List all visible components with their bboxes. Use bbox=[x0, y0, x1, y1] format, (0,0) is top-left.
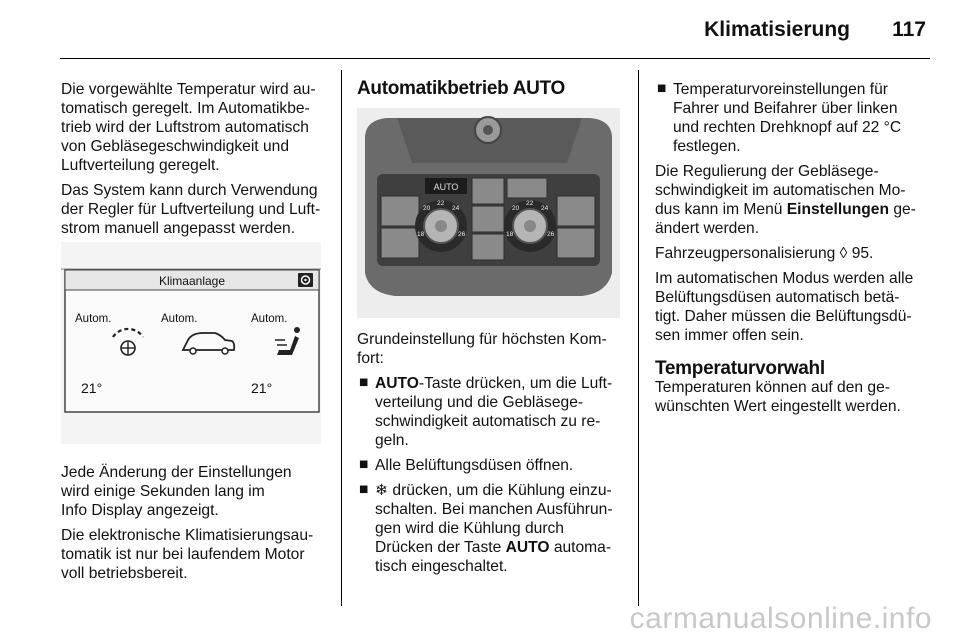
dial-number: 24 bbox=[452, 205, 460, 212]
dial-number: 24 bbox=[541, 205, 549, 212]
text-line: geln. bbox=[375, 432, 409, 449]
text-line: ändert werden. bbox=[655, 220, 760, 237]
text-line: tigt. Daher müssen die Belüftungsdü- bbox=[655, 308, 912, 325]
column-divider-left bbox=[341, 70, 342, 606]
text-fragment: -Taste drücken, um die Luft- bbox=[418, 375, 613, 392]
text-line: Fahrer und Beifahrer über linken bbox=[673, 100, 898, 117]
text-line: Temperaturen können auf den ge- bbox=[655, 379, 890, 396]
text-line bbox=[375, 481, 629, 500]
text-line: Belüftungsdüsen automatisch betä- bbox=[655, 289, 900, 306]
temperature-left: 21° bbox=[81, 380, 103, 396]
autom-label-left: Autom. bbox=[75, 313, 112, 325]
paragraph-vents-open bbox=[655, 269, 930, 345]
text-line: wird einige Sekunden lang im bbox=[61, 483, 265, 500]
text-line: gen wird die Kühlung durch bbox=[375, 520, 564, 537]
list-item-open-vents bbox=[357, 456, 629, 475]
dial-number: 26 bbox=[458, 231, 466, 238]
paragraph-engine-running bbox=[61, 526, 336, 583]
dial-number: 20 bbox=[423, 205, 431, 212]
text-line: festlegen. bbox=[673, 138, 741, 155]
text-fragment: drücken, um die Kühlung einzu- bbox=[388, 482, 612, 499]
paragraph-fan-regulation bbox=[655, 162, 930, 238]
text-line: fort: bbox=[357, 350, 384, 367]
list-item-cooling bbox=[357, 481, 629, 576]
paragraph-display-info bbox=[61, 463, 336, 520]
text-line: schwindigkeit automatisch zu re- bbox=[375, 413, 601, 430]
temperature-right: 21° bbox=[251, 380, 273, 396]
snowflake-icon: ❄ bbox=[375, 482, 389, 499]
header-title: Klimatisierung bbox=[704, 18, 850, 41]
text-fragment: Drücken der Taste bbox=[375, 539, 506, 556]
text-line: und rechten Drehknopf auf 22 °C bbox=[673, 119, 902, 136]
dial-number: 26 bbox=[547, 231, 555, 238]
text-line: sen immer offen sein. bbox=[655, 327, 804, 344]
dial-number: 22 bbox=[526, 200, 534, 207]
text-line: Temperaturvoreinstellungen für bbox=[673, 81, 888, 98]
text-fragment: Fahrzeugpersonalisierung bbox=[655, 245, 840, 262]
text-line: Die vorgewählte Temperatur wird au- bbox=[61, 81, 316, 98]
text-line: der Regler für Luftverteilung und Luft- bbox=[61, 201, 321, 218]
control-panel-figure bbox=[357, 108, 620, 318]
text-fragment: ge- bbox=[889, 201, 916, 218]
page-number: 117 bbox=[892, 18, 926, 41]
section-heading-auto: Automatikbetrieb AUTO bbox=[357, 78, 565, 99]
bullet-marker: ■ bbox=[657, 80, 667, 97]
left-temperature-dial bbox=[415, 200, 467, 252]
text-line: Die elektronische Klimatisierungsau- bbox=[61, 527, 314, 544]
text-line: Im automatischen Modus werden alle bbox=[655, 270, 914, 287]
text-line: tomatisch geregelt. Im Automatikbe- bbox=[61, 100, 310, 117]
paragraph-temperature-set bbox=[655, 378, 930, 416]
control-panel-photo bbox=[357, 108, 620, 318]
text-line: Die Regulierung der Gebläsege- bbox=[655, 163, 879, 180]
paragraph-auto-regulation bbox=[61, 80, 336, 175]
right-column bbox=[655, 80, 930, 422]
left-column-lower bbox=[61, 463, 336, 589]
bullet-marker: ■ bbox=[359, 374, 369, 391]
column-divider-right bbox=[638, 70, 639, 606]
list-item-auto-button bbox=[357, 374, 629, 450]
section-heading-temperature: Temperaturvorwahl bbox=[655, 358, 825, 379]
text-line: tisch eingeschaltet. bbox=[375, 558, 508, 575]
text-line bbox=[375, 538, 629, 557]
settings-keyword: Einstellungen bbox=[786, 201, 889, 218]
left-column bbox=[61, 80, 336, 244]
text-line: Info Display angezeigt. bbox=[61, 502, 219, 519]
text-line: Alle Belüftungsdüsen öffnen. bbox=[375, 457, 574, 474]
paragraph-manual-adjust bbox=[61, 181, 336, 238]
text-line bbox=[375, 374, 629, 393]
text-line: wünschten Wert eingestellt werden. bbox=[655, 398, 901, 415]
text-line: schalten. Bei manchen Ausführun- bbox=[375, 501, 613, 518]
bullet-marker: ■ bbox=[359, 456, 369, 473]
middle-column-text bbox=[357, 330, 629, 582]
bullet-marker: ■ bbox=[359, 481, 369, 498]
text-line: von Gebläsegeschwindigkeit und bbox=[61, 138, 289, 155]
text-line: Luftverteilung geregelt. bbox=[61, 157, 220, 174]
auto-keyword: AUTO bbox=[505, 539, 550, 556]
text-fragment: dus kann im Menü bbox=[655, 201, 787, 218]
header-rule bbox=[60, 58, 930, 59]
text-line: strom manuell angepasst werden. bbox=[61, 220, 296, 237]
dial-number: 18 bbox=[506, 231, 514, 238]
autom-label-center: Autom. bbox=[161, 313, 198, 325]
text-line: trieb wird der Luftstrom automatisch bbox=[61, 119, 309, 136]
watermark: carmanualsonline.info bbox=[629, 602, 932, 635]
right-temperature-dial bbox=[504, 200, 556, 252]
dial-number: 22 bbox=[437, 200, 445, 207]
text-line: tomatik ist nur bei laufendem Motor bbox=[61, 546, 305, 563]
text-line: Jede Änderung der Einstellungen bbox=[61, 464, 292, 481]
text-line bbox=[655, 244, 930, 263]
info-display-figure bbox=[61, 242, 321, 444]
text-line bbox=[655, 200, 930, 219]
list-item-temperature-preset bbox=[655, 80, 930, 156]
info-display-illustration bbox=[61, 242, 321, 444]
paragraph-basic-setting bbox=[357, 330, 629, 368]
text-line: voll betriebsbereit. bbox=[61, 565, 188, 582]
text-fragment: automa- bbox=[549, 539, 612, 556]
text-line: verteilung und die Gebläsege- bbox=[375, 394, 584, 411]
paragraph-personalisation-ref bbox=[655, 244, 930, 263]
middle-column-heading-wrap bbox=[357, 79, 629, 98]
auto-keyword: AUTO bbox=[375, 375, 419, 392]
text-fragment: 95. bbox=[847, 245, 874, 262]
display-title: Klimaanlage bbox=[158, 274, 226, 288]
dial-number: 20 bbox=[512, 205, 520, 212]
page-reference-arrow-icon: ◊ bbox=[839, 245, 848, 262]
text-line: Das System kann durch Verwendung bbox=[61, 182, 318, 199]
dial-number: 18 bbox=[417, 231, 425, 238]
auto-button-label: AUTO bbox=[433, 182, 459, 192]
autom-label-right: Autom. bbox=[251, 313, 288, 325]
settings-icon bbox=[298, 273, 313, 287]
text-line: schwindigkeit im automatischen Mo- bbox=[655, 182, 906, 199]
text-line: Grundeinstellung für höchsten Kom- bbox=[357, 331, 607, 348]
